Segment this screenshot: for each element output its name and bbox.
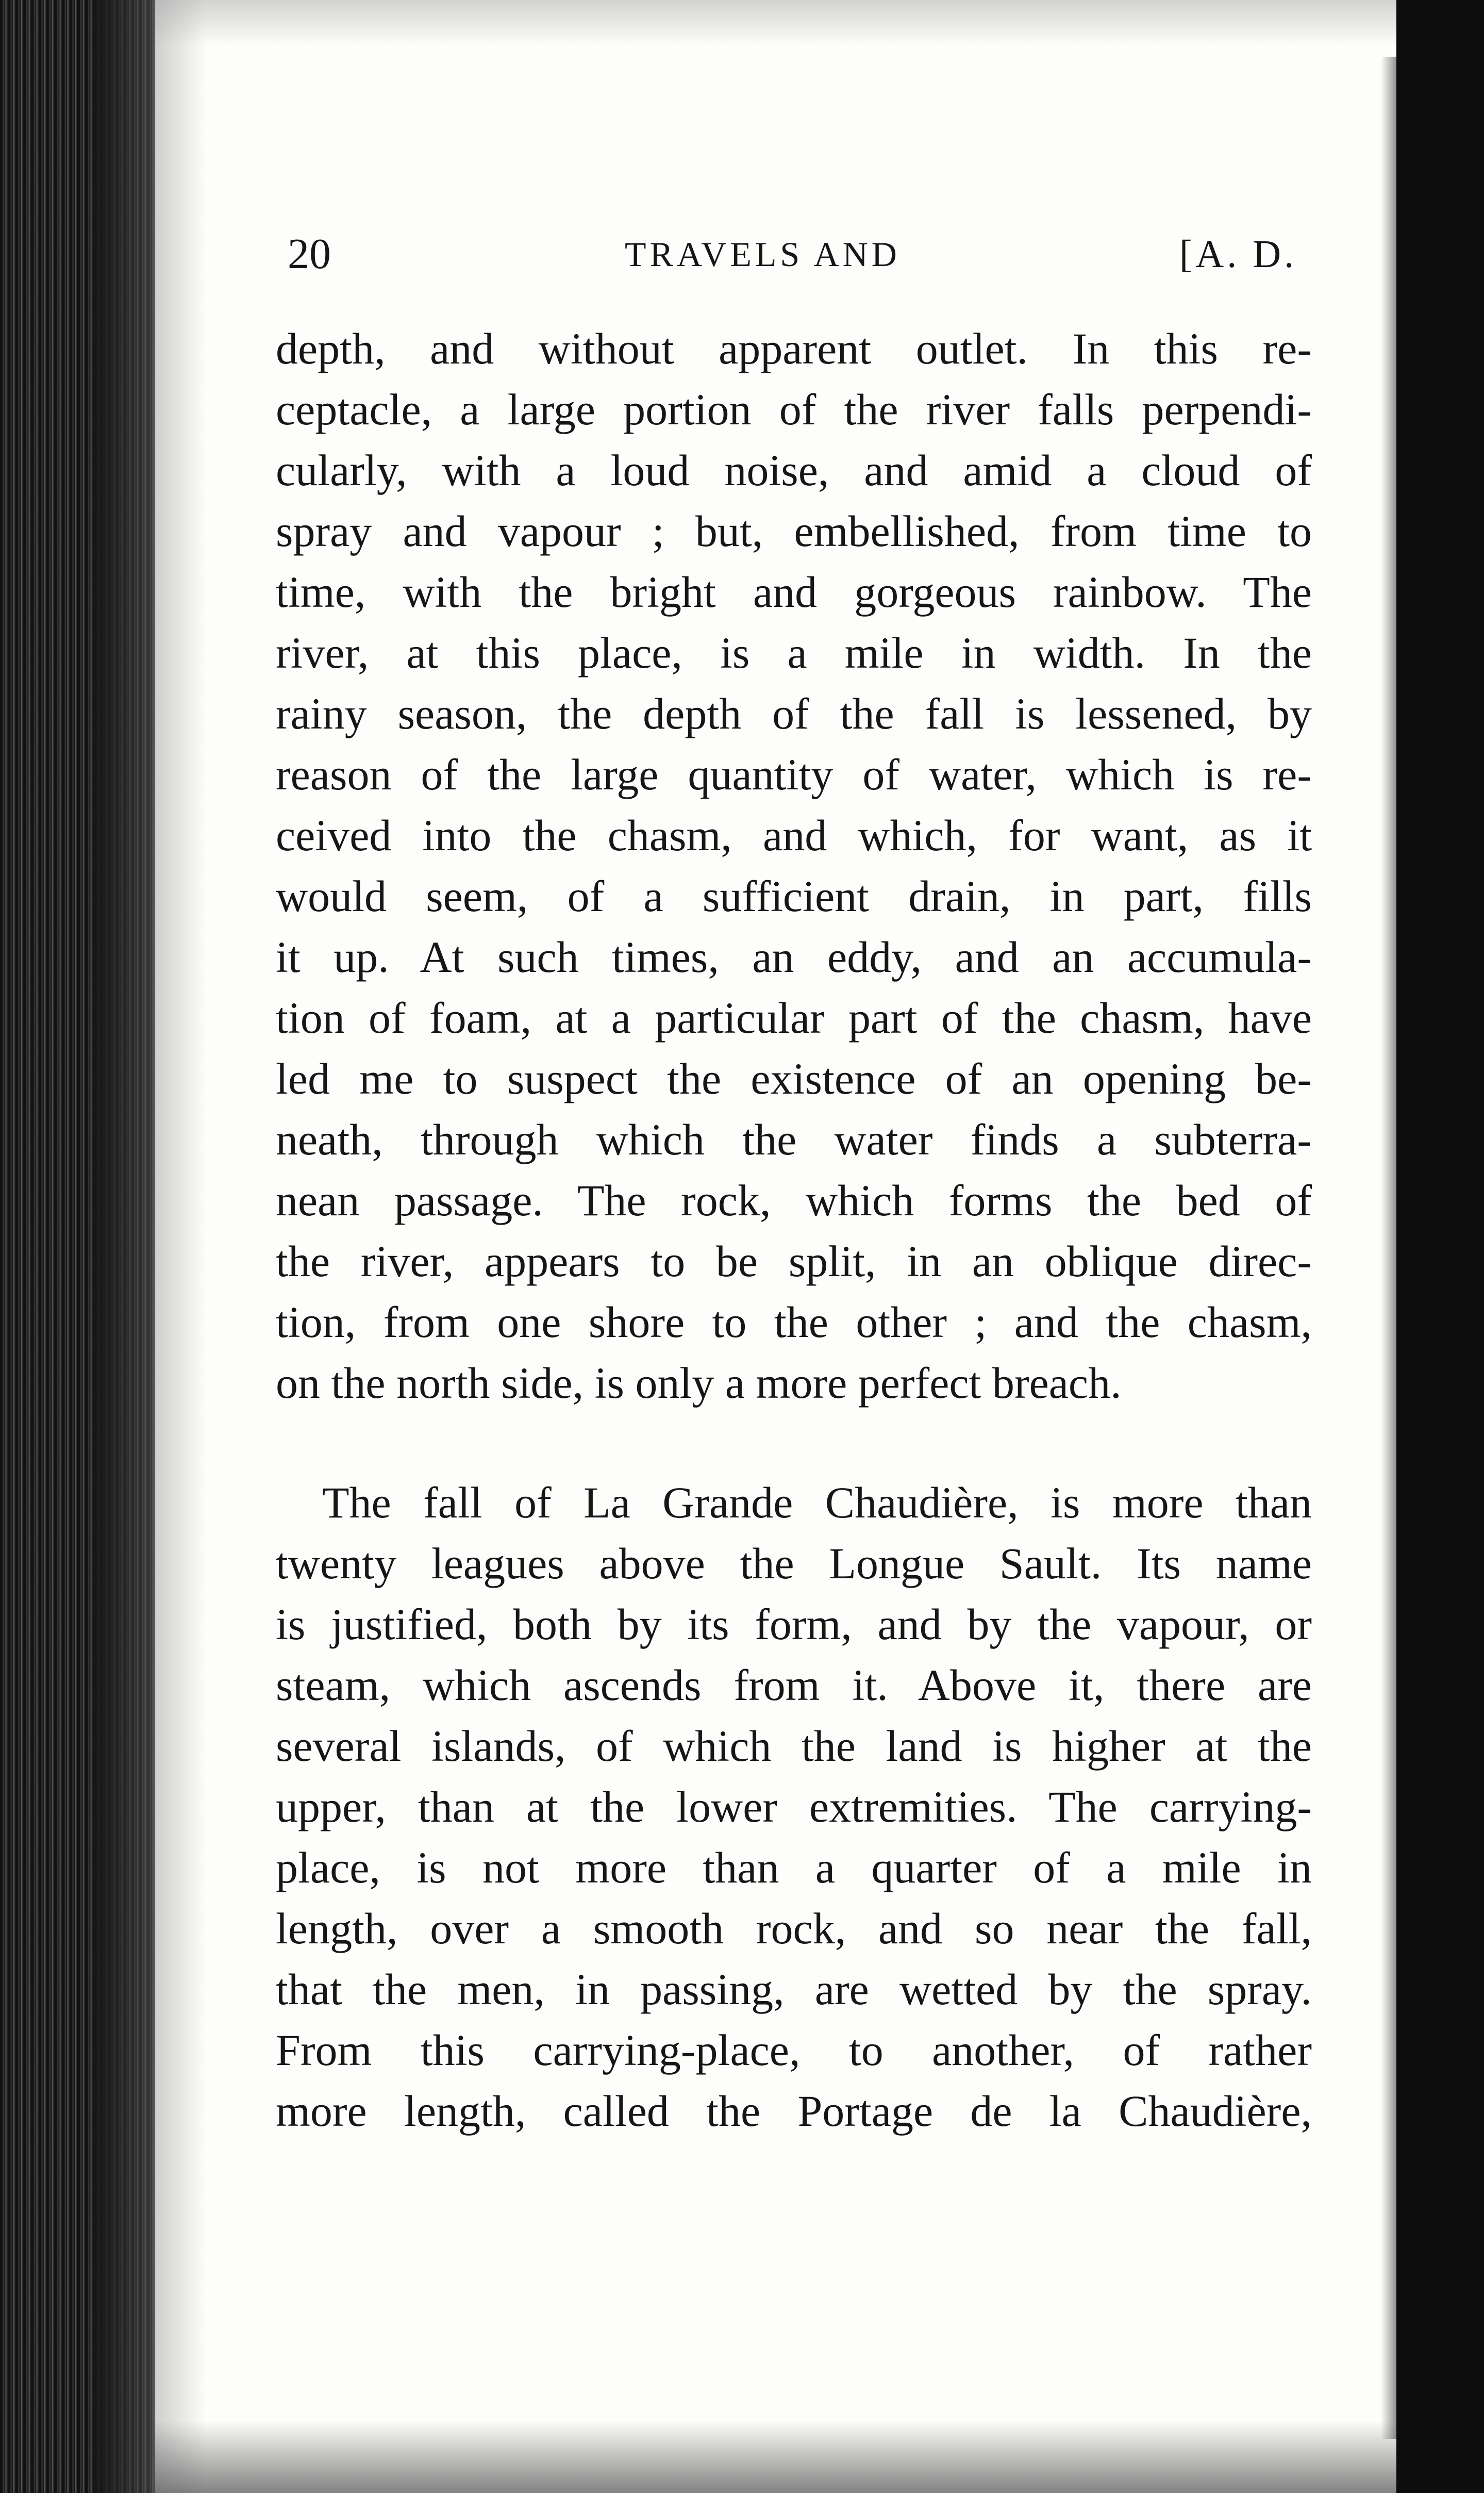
running-date: [A. D. <box>1179 233 1297 276</box>
text-line: would seem, of a sufficient drain, in part, fills <box>276 871 1312 921</box>
text-line: is justified, both by its form, and by the vapour, or <box>276 1599 1312 1649</box>
text-line: steam, which ascends from it. Above it, there are <box>276 1660 1312 1710</box>
text-line: ceptacle, a large portion of the river falls perpendi- <box>276 385 1312 434</box>
text-line: ceived into the chasm, and which, for want, as it <box>276 811 1312 860</box>
text-line: led me to suspect the existence of an opening be- <box>276 1054 1312 1103</box>
text-line: river, at this place, is a mile in width. In the <box>276 628 1312 678</box>
text-line: the river, appears to be split, in an oblique direc- <box>276 1236 1312 1286</box>
text-line: time, with the bright and gorgeous rainbow. The <box>276 567 1312 617</box>
text-line: tion, from one shore to the other ; and the chasm, <box>276 1297 1312 1347</box>
text-line: place, is not more than a quarter of a mile in <box>276 1843 1312 1892</box>
text-line: spray and vapour ; but, embellished, from time to <box>276 506 1312 556</box>
text-line: tion of foam, at a particular part of the chasm, have <box>276 993 1312 1043</box>
text-line: rainy season, the depth of the fall is lessened, by <box>276 689 1312 738</box>
text-line: more length, called the Portage de la Chaudière, <box>276 2086 1312 2136</box>
text-line: it up. At such times, an eddy, and an accumula- <box>276 932 1312 982</box>
text-line: cularly, with a loud noise, and amid a cloud of <box>276 445 1312 495</box>
text-line: length, over a smooth rock, and so near the fall, <box>276 1904 1312 1953</box>
text-line: upper, than at the lower extremities. The carrying- <box>276 1782 1312 1831</box>
page-number: 20 <box>288 230 331 278</box>
text-line: on the north side, is only a more perfect breach. <box>276 1358 1122 1408</box>
text-line: reason of the large quantity of water, which is re- <box>276 750 1312 799</box>
text-line: twenty leagues above the Longue Sault. Its name <box>276 1539 1312 1588</box>
text-line: The fall of La Grande Chaudière, is more than <box>322 1478 1312 1527</box>
text-line: nean passage. The rock, which forms the bed of <box>276 1176 1312 1225</box>
running-title: TRAVELS AND <box>625 235 901 274</box>
text-line: depth, and without apparent outlet. In this re- <box>276 324 1312 373</box>
text-line: From this carrying-place, to another, of rather <box>276 2025 1312 2075</box>
text-line: that the men, in passing, are wetted by the spray. <box>276 1964 1312 2014</box>
text-line: several islands, of which the land is higher at the <box>276 1721 1312 1771</box>
text-line: neath, through which the water finds a subterra- <box>276 1115 1312 1164</box>
